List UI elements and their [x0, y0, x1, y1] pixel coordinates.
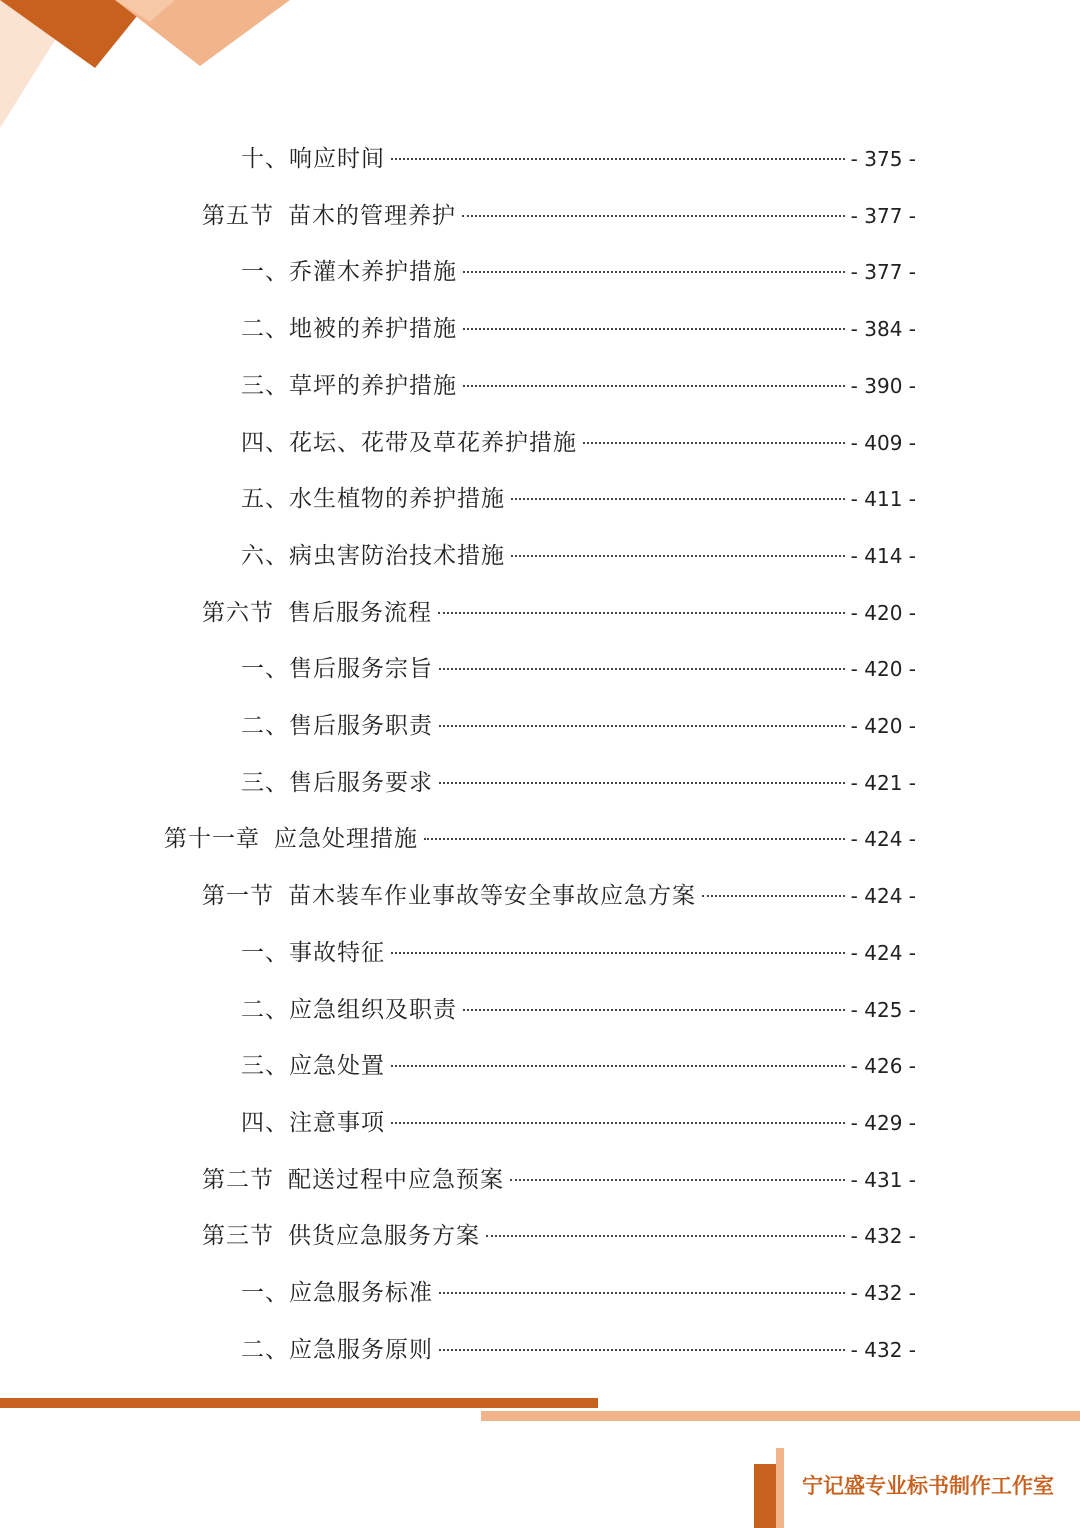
toc-dot-leader	[583, 442, 845, 444]
toc-entry-number: 第五节	[202, 202, 274, 229]
toc-dot-leader	[510, 1179, 845, 1181]
brand-name: 宁记盛专业标书制作工作室	[802, 1474, 1054, 1498]
toc-entry-number: 第三节	[202, 1223, 274, 1250]
toc-entry-title: 应急组织及职责	[289, 996, 457, 1023]
toc-entry-label	[241, 479, 505, 519]
toc-entry-title: 注意事项	[289, 1109, 385, 1136]
toc-entry-label	[241, 1046, 385, 1086]
toc-dot-leader	[439, 1292, 845, 1294]
toc-entry-label	[202, 196, 456, 236]
toc-dot-leader	[391, 158, 845, 160]
toc-entry-number: 一、	[241, 939, 289, 966]
toc-entry-page: - 377 -	[850, 203, 916, 228]
toc-dot-leader	[439, 782, 845, 784]
toc-entry-page: - 384 -	[850, 317, 916, 342]
toc-entry-title: 售后服务宗旨	[289, 656, 433, 683]
toc-entry-number: 四、	[241, 1109, 289, 1136]
toc-entry-number: 一、	[241, 259, 289, 286]
toc-dot-leader	[511, 555, 845, 557]
toc-entry[interactable]	[241, 1103, 916, 1143]
toc-entry-page: - 424 -	[850, 827, 916, 852]
toc-entry-page: - 421 -	[850, 770, 916, 795]
toc-entry-number: 第一节	[202, 883, 274, 910]
toc-entry[interactable]	[241, 706, 916, 746]
toc-entry-title: 响应时间	[289, 146, 385, 172]
toc-entry[interactable]	[241, 1273, 916, 1313]
toc-dot-leader	[391, 952, 845, 954]
toc-entry[interactable]	[241, 1046, 916, 1086]
toc-entry-label	[241, 536, 505, 576]
toc-dot-leader	[439, 1349, 845, 1351]
toc-dot-leader	[424, 838, 845, 840]
toc-entry[interactable]	[241, 423, 916, 463]
toc-entry-number: 三、	[241, 372, 289, 399]
toc-entry-number: 六、	[241, 542, 289, 569]
toc-entry-page: - 431 -	[850, 1167, 916, 1192]
toc-entry-label	[164, 819, 418, 859]
toc-entry-title: 地被的养护措施	[289, 316, 457, 343]
toc-dot-leader	[511, 498, 845, 500]
toc-entry-page: - 424 -	[850, 940, 916, 965]
brand-accent-light	[776, 1448, 784, 1528]
toc-entry-page: - 426 -	[850, 1054, 916, 1079]
toc-entry-label	[241, 366, 457, 406]
toc-entry[interactable]	[241, 536, 916, 576]
footer-rule-dark	[0, 1398, 598, 1408]
toc-entry-title: 售后服务流程	[288, 599, 432, 626]
toc-entry-number: 第十一章	[164, 826, 260, 853]
toc-entry-title: 售后服务职责	[289, 713, 433, 739]
toc-entry-number: 二、	[241, 316, 289, 343]
toc-entry-title: 病虫害防治技术措施	[289, 542, 505, 569]
toc-entry-number: 二、	[241, 996, 289, 1023]
toc-entry-label	[202, 593, 432, 633]
toc-entry[interactable]	[202, 593, 916, 633]
brand-accent-dark	[754, 1464, 776, 1528]
toc-entry-label	[241, 706, 433, 746]
toc-entry[interactable]	[241, 309, 916, 349]
toc-entry-number: 第二节	[202, 1166, 274, 1193]
toc-entry-number: 一、	[241, 656, 289, 683]
toc-entry-title: 配送过程中应急预案	[288, 1166, 504, 1193]
toc-dot-leader	[439, 668, 845, 670]
toc-entry-label	[241, 252, 457, 292]
toc-entry-label	[202, 1160, 504, 1200]
toc-entry-title: 草坪的养护措施	[289, 372, 457, 399]
toc-entry[interactable]	[241, 252, 916, 292]
toc-entry-title: 乔灌木养护措施	[289, 259, 457, 286]
toc-entry-number: 二、	[241, 713, 289, 739]
toc-entry-page: - 432 -	[850, 1281, 916, 1305]
toc-entry-label	[241, 649, 433, 689]
toc-entry-number: 一、	[241, 1280, 289, 1306]
toc-entry-page: - 425 -	[850, 997, 916, 1022]
toc-entry-page: - 375 -	[850, 147, 916, 171]
toc-entry-page: - 420 -	[850, 657, 916, 682]
toc-entry-page: - 432 -	[850, 1224, 916, 1249]
toc-entry[interactable]	[241, 649, 916, 689]
toc-dot-leader	[463, 385, 845, 387]
footer-rule-light	[481, 1411, 1080, 1421]
toc-entry-title: 供货应急服务方案	[288, 1223, 480, 1250]
toc-entry-page: - 390 -	[850, 373, 916, 398]
toc-entry-title: 应急服务标准	[289, 1280, 433, 1306]
toc-entry-title: 应急服务原则	[289, 1336, 433, 1363]
toc-entry-title: 事故特征	[289, 939, 385, 966]
toc-entry-title: 应急处理措施	[274, 826, 418, 853]
toc-entry-label	[202, 876, 696, 916]
toc-entry[interactable]	[241, 1330, 916, 1370]
toc-entry-label	[241, 990, 457, 1030]
toc-entry-title: 苗木装车作业事故等安全事故应急方案	[288, 883, 696, 910]
toc-entry-number: 五、	[241, 486, 289, 513]
toc-entry-label	[241, 933, 385, 973]
toc-entry[interactable]	[202, 1160, 916, 1200]
toc-entry-page: - 429 -	[850, 1110, 916, 1135]
corner-decoration	[0, 0, 300, 130]
toc-dot-leader	[391, 1065, 845, 1067]
toc-entry-number: 三、	[241, 769, 289, 796]
toc-entry-title: 水生植物的养护措施	[289, 486, 505, 513]
toc-dot-leader	[462, 215, 845, 217]
toc-entry-page: - 420 -	[850, 600, 916, 625]
toc-dot-leader	[391, 1122, 845, 1124]
toc-entry-label	[241, 309, 457, 349]
toc-entry[interactable]	[241, 139, 916, 179]
toc-entry[interactable]	[241, 763, 916, 803]
toc-entry-number: 二、	[241, 1336, 289, 1363]
toc-entry[interactable]	[241, 933, 916, 973]
toc-entry-label	[241, 763, 433, 803]
toc-entry-page: - 414 -	[850, 543, 916, 568]
toc-entry-label	[241, 1103, 385, 1143]
toc-entry[interactable]	[202, 1216, 916, 1256]
toc-entry[interactable]	[202, 196, 916, 236]
toc-entry[interactable]	[164, 819, 916, 859]
toc-entry-label	[241, 423, 577, 463]
toc-entry-label	[241, 139, 385, 179]
toc-entry[interactable]	[241, 479, 916, 519]
toc-entry-number: 四、	[241, 429, 289, 456]
toc-dot-leader	[463, 328, 845, 330]
toc-entry-number: 三、	[241, 1053, 289, 1080]
toc-entry-page: - 377 -	[850, 260, 916, 285]
toc-entry-page: - 432 -	[850, 1337, 916, 1362]
toc-entry-page: - 411 -	[850, 487, 916, 512]
toc-entry-page: - 420 -	[850, 714, 916, 738]
toc-entry[interactable]	[241, 990, 916, 1030]
toc-entry-label	[241, 1330, 433, 1370]
toc-entry-title: 售后服务要求	[289, 769, 433, 796]
toc-entry[interactable]	[202, 876, 916, 916]
toc-dot-leader	[463, 271, 845, 273]
toc-entry-label	[202, 1216, 480, 1256]
toc-entry-title: 应急处置	[289, 1053, 385, 1080]
toc-dot-leader	[439, 725, 845, 727]
toc-dot-leader	[438, 612, 845, 614]
toc-entry-number: 第六节	[202, 599, 274, 626]
toc-dot-leader	[486, 1235, 845, 1237]
toc-entry-page: - 409 -	[850, 430, 916, 455]
toc-entry-label	[241, 1273, 433, 1313]
toc-entry-number: 十、	[241, 146, 289, 172]
toc-dot-leader	[463, 1009, 845, 1011]
toc-entry-page: - 424 -	[850, 884, 916, 909]
toc-entry-title: 苗木的管理养护	[288, 202, 456, 229]
toc-entry[interactable]	[241, 366, 916, 406]
toc-dot-leader	[702, 895, 845, 897]
toc-entry-title: 花坛、花带及草花养护措施	[289, 429, 577, 456]
